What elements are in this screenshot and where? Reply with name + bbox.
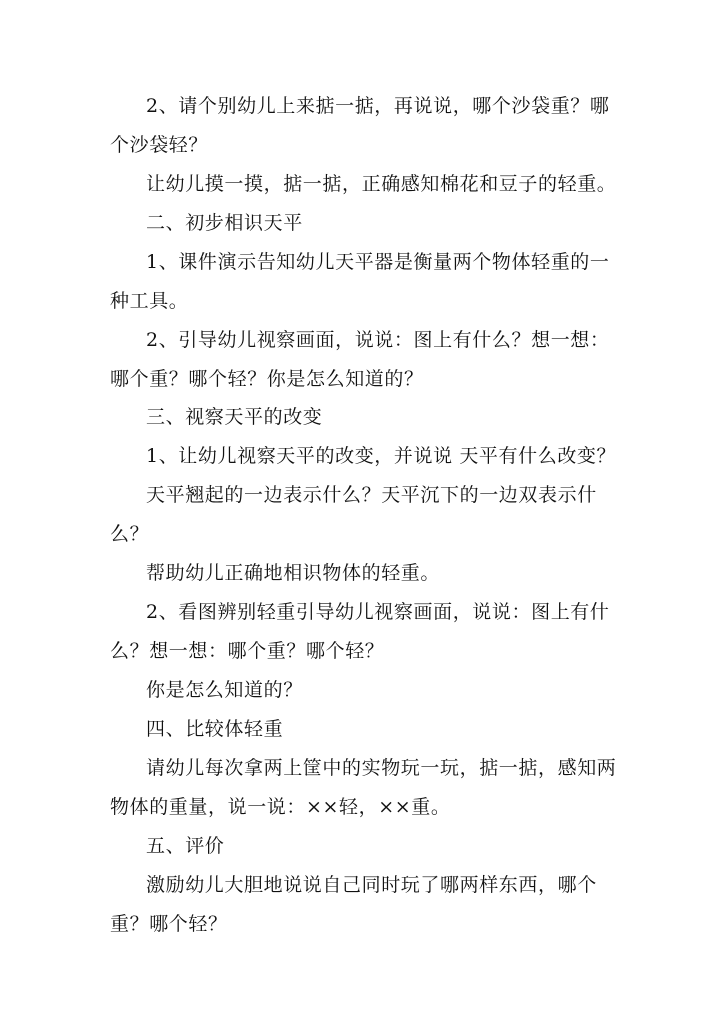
paragraph-line: 物体的重量，说一说：××轻，××重。 bbox=[110, 796, 451, 818]
paragraph-line: 2、请个别幼儿上来掂一掂，再说说，哪个沙袋重？哪 bbox=[146, 95, 610, 117]
paragraph-line: 么？想一想：哪个重？哪个轻？ bbox=[110, 640, 385, 662]
paragraph-line: 2、看图辨别轻重引导幼儿视察画面，说说：图上有什 bbox=[146, 601, 610, 623]
paragraph-line: 你是怎么知道的？ bbox=[146, 679, 303, 701]
paragraph-line: 请幼儿每次拿两上筐中的实物玩一玩，掂一掂，感知两 bbox=[146, 757, 617, 779]
section-heading: 三、视察天平的改变 bbox=[146, 406, 323, 428]
paragraph-line: 2、引导幼儿视察画面，说说：图上有什么？想一想： bbox=[146, 329, 610, 351]
paragraph-line: 天平翘起的一边表示什么？天平沉下的一边双表示什 bbox=[146, 484, 597, 506]
paragraph-line: 么？ bbox=[110, 523, 150, 545]
section-heading: 五、评价 bbox=[146, 835, 225, 857]
paragraph-line: 1、让幼儿视察天平的改变，并说说 天平有什么改变？ bbox=[146, 445, 617, 467]
paragraph-line: 让幼儿摸一摸，掂一掂，正确感知棉花和豆子的轻重。 bbox=[146, 173, 617, 195]
paragraph-line: 个沙袋轻？ bbox=[110, 134, 209, 156]
section-heading: 二、初步相识天平 bbox=[146, 212, 303, 234]
paragraph-line: 帮助幼儿正确地相识物体的轻重。 bbox=[146, 562, 441, 584]
paragraph-line: 1、课件演示告知幼儿天平器是衡量两个物体轻重的一 bbox=[146, 251, 610, 273]
section-heading: 四、比较体轻重 bbox=[146, 718, 284, 740]
paragraph-line: 重？哪个轻？ bbox=[110, 913, 228, 935]
paragraph-line: 激励幼儿大胆地说说自己同时玩了哪两样东西，哪个 bbox=[146, 874, 597, 896]
paragraph-line: 种工具。 bbox=[110, 290, 189, 312]
paragraph-line: 哪个重？哪个轻？你是怎么知道的？ bbox=[110, 368, 424, 390]
